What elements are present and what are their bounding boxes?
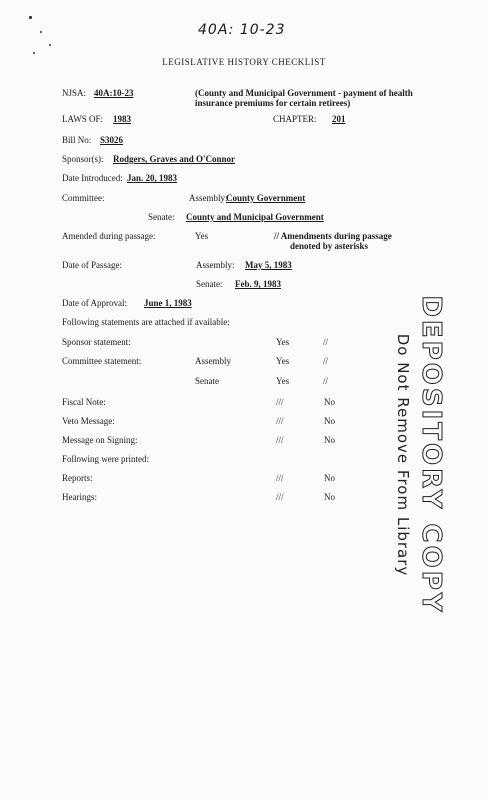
passage-senate-value: Feb. 9, 1983 <box>235 279 281 289</box>
committee-statement-senate-no: // <box>323 376 329 386</box>
date-introduced-label: Date Introduced: <box>62 173 123 183</box>
committee-statement-senate-label: Senate <box>195 376 219 386</box>
passage-assembly-value: May 5, 1983 <box>245 260 292 270</box>
committee-statement-assembly-no: // <box>323 356 329 366</box>
hearings-yes: /// <box>276 492 284 502</box>
chapter-label: CHAPTER: <box>273 114 317 124</box>
fiscal-note-no: No <box>324 397 335 407</box>
reports-yes: /// <box>276 473 284 483</box>
bill-no-value: S3026 <box>100 135 124 145</box>
veto-message-label: Veto Message: <box>62 416 115 426</box>
sponsors-label: Sponsor(s): <box>62 154 104 164</box>
committee-assembly-label: Assembly: <box>189 193 228 203</box>
committee-statement-label: Committee statement: <box>62 356 142 366</box>
hearings-label: Hearings: <box>62 492 97 502</box>
scan-speck <box>40 31 42 33</box>
njsa-description-2: insurance premiums for certain retirees) <box>195 98 351 108</box>
depository-stamp <box>356 290 446 620</box>
date-introduced-value: Jan. 20, 1983 <box>127 173 178 183</box>
njsa-value: 40A:10-23 <box>94 88 134 98</box>
message-on-signing-no: No <box>324 435 335 445</box>
committee-senate-label: Senate: <box>148 212 175 222</box>
sponsor-statement-yes: Yes <box>276 337 290 347</box>
bill-no-label: Bill No: <box>62 135 92 145</box>
handwritten-header: 40A: 10-23 <box>198 22 286 38</box>
attached-heading: Following statements are attached if available: <box>62 317 230 327</box>
reports-label: Reports: <box>62 473 93 483</box>
stamp-line-1: DEPOSITORY COPY <box>416 295 446 615</box>
fiscal-note-yes: /// <box>276 397 284 407</box>
laws-of-label: LAWS OF: <box>62 114 104 124</box>
scan-speck <box>29 16 32 19</box>
chapter-value: 201 <box>332 114 346 124</box>
committee-statement-senate-yes: Yes <box>276 376 290 386</box>
njsa-label: NJSA: <box>62 88 87 98</box>
sponsors-value: Rodgers, Graves and O'Connor <box>113 154 236 164</box>
hearings-no: No <box>324 492 335 502</box>
sponsor-statement-no: // <box>323 337 329 347</box>
date-of-approval-value: June 1, 1983 <box>144 298 192 308</box>
scan-speck <box>49 44 51 46</box>
committee-statement-assembly-yes: Yes <box>276 356 290 366</box>
printed-heading: Following were printed: <box>62 454 149 464</box>
message-on-signing-yes: /// <box>276 435 284 445</box>
sponsor-statement-label: Sponsor statement: <box>62 337 131 347</box>
date-of-passage-label: Date of Passage: <box>62 260 122 270</box>
passage-senate-label: Senate: <box>196 279 223 289</box>
amended-note-1: // Amendments during passage <box>274 231 392 241</box>
committee-senate-value: County and Municipal Government <box>186 212 324 222</box>
veto-message-yes: /// <box>276 416 284 426</box>
scan-speck <box>33 52 35 54</box>
amended-value: Yes <box>195 231 209 241</box>
fiscal-note-label: Fiscal Note: <box>62 397 106 407</box>
date-of-approval-label: Date of Approval: <box>62 298 127 308</box>
committee-label: Committee: <box>62 193 105 203</box>
njsa-description-1: (County and Municipal Government - payment of health <box>195 88 413 98</box>
stamp-line-2: Do Not Remove From Library <box>394 333 412 577</box>
message-on-signing-label: Message on Signing: <box>62 435 138 445</box>
committee-statement-assembly-label: Assembly <box>195 356 231 366</box>
amended-note-2: denoted by asterisks <box>290 241 369 251</box>
page-title: LEGISLATIVE HISTORY CHECKLIST <box>162 57 326 67</box>
committee-assembly-value: County Government <box>226 193 306 203</box>
passage-assembly-label: Assembly: <box>196 260 235 270</box>
veto-message-no: No <box>324 416 335 426</box>
amended-label: Amended during passage: <box>62 231 156 241</box>
laws-of-value: 1983 <box>113 114 131 124</box>
reports-no: No <box>324 473 335 483</box>
